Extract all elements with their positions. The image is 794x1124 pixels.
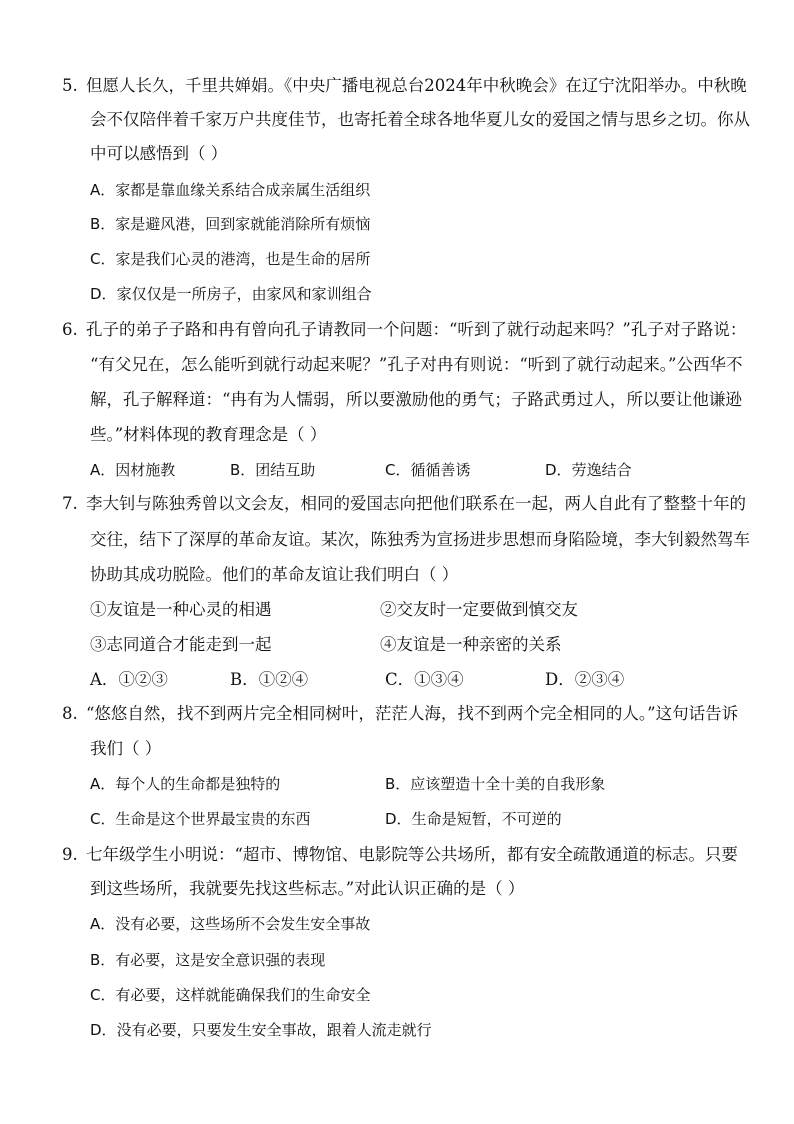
question-6-option-c: C．循循善诱 [385,461,471,479]
question-7-statement-3: ③志同道合才能走到一起 [90,635,272,654]
question-8-option-d: D．生命是短暂，不可逆的 [385,810,562,828]
question-5-option-b: B．家是避风港，回到家就能消除所有烦恼 [90,215,371,233]
question-5-option-d: D．家仅仅是一所房子，由家风和家训组合 [90,285,372,303]
question-5-line-1: 5. 但愿人长久，千里共婵娟。《中央广播电视总台2024年中秋晚会》在辽宁沈阳举办。中秋晚 [62,76,747,95]
question-6-line-1: 6. 孔子的弟子子路和冉有曾向孔子请教同一个问题：“听到了就行动起来吗？”孔子对子路说： [62,320,747,339]
question-5-line-2: 会不仅陪伴着千家万户共度佳节，也寄托着全球各地华夏儿女的爱国之情与思乡之切。你从 [90,110,750,129]
question-7-line-3: 协助其成功脱险。他们的革命友谊让我们明白（ ） [90,565,459,584]
question-6-line-3: 解，孔子解释道：“冉有为人懦弱，所以要激励他的勇气；子路武勇过人，所以要让他谦逊 [90,390,742,409]
question-7-option-d: D．②③④ [545,670,625,689]
question-5-option-c: C．家是我们心灵的港湾，也是生命的居所 [90,250,371,268]
question-8-line-1: 8. “悠悠自然，找不到两片完全相同树叶，茫茫人海，找不到两个完全相同的人。”这句话告诉 [62,704,739,723]
question-7-statement-4: ④友谊是一种亲密的关系 [380,635,562,654]
question-7-statement-2: ②交友时一定要做到慎交友 [380,600,578,619]
question-7-option-b: B．①②④ [230,670,309,689]
question-7-statement-1: ①友谊是一种心灵的相遇 [90,600,272,619]
question-8-line-2: 我们（ ） [90,739,162,758]
question-6-option-d: D．劳逸结合 [545,461,632,479]
question-9-line-2: 到这些场所，我就要先找这些标志。”对此认识正确的是（ ） [90,879,525,898]
question-5-number: 5. [62,76,78,95]
question-8-option-a: A．每个人的生命都是独特的 [90,775,281,793]
question-6-line-4: 些。”材料体现的教育理念是（ ） [90,425,327,444]
question-7-option-c: C．①③④ [385,670,464,689]
question-8-number: 8. [62,704,78,723]
question-8-option-b: B．应该塑造十全十美的自我形象 [385,775,606,793]
question-6-option-b: B．团结互助 [230,461,316,479]
question-7-number: 7. [62,494,78,513]
question-9-option-d: D．没有必要，只要发生安全事故，跟着人流走就行 [90,1021,432,1039]
question-6-option-a: A．因材施教 [90,461,176,479]
question-9-number: 9. [62,845,78,864]
question-9-option-a: A．没有必要，这些场所不会发生安全事故 [90,915,371,933]
question-7-option-a: A．①②③ [90,670,168,689]
question-8-option-c: C．生命是这个世界最宝贵的东西 [90,810,311,828]
question-5-option-a: A．家都是靠血缘关系结合成亲属生活组织 [90,181,371,199]
question-5-line-3: 中可以感悟到（ ） [90,144,228,163]
question-9-option-c: C．有必要，这样就能确保我们的生命安全 [90,986,371,1004]
question-6-line-2: “有父兄在，怎么能听到就行动起来呢？”孔子对冉有则说：“听到了就行动起来。”公西华不 [90,355,743,374]
question-9-line-1: 9. 七年级学生小明说：“超市、博物馆、电影院等公共场所，都有安全疏散通道的标志。只要 [62,845,738,864]
question-6-number: 6. [62,320,78,339]
question-7-line-2: 交往，结下了深厚的革命友谊。某次，陈独秀为宣扬进步思想而身陷险境，李大钊毅然驾车 [90,530,750,549]
question-7-line-1: 7. 李大钊与陈独秀曾以文会友，相同的爱国志向把他们联系在一起，两人自此有了整整十年的 [62,494,746,513]
question-9-option-b: B．有必要，这是安全意识强的表现 [90,951,326,969]
